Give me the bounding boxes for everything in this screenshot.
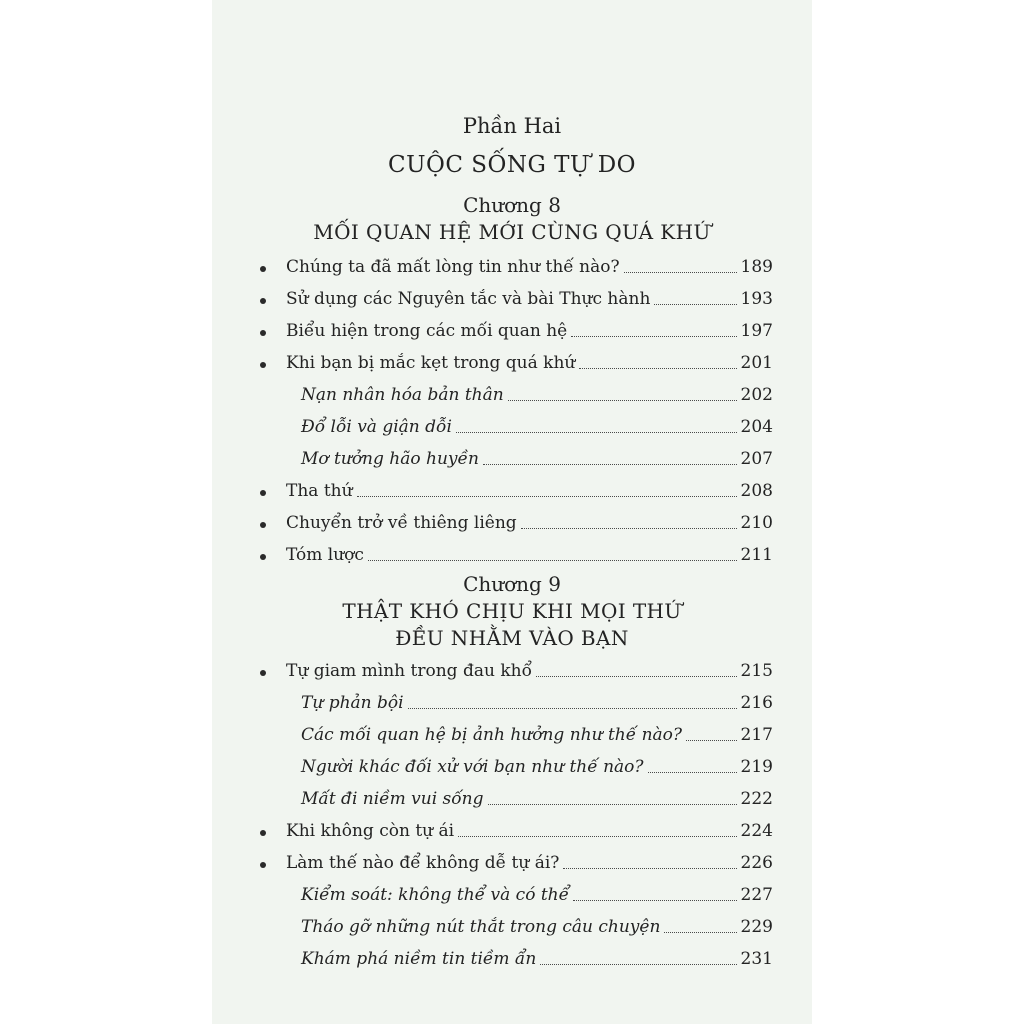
entry-title: Đổ lỗi và giận dỗi (301, 417, 452, 437)
toc-subentry (301, 754, 773, 778)
entry-title: Tháo gỡ những nút thắt trong câu chuyện (301, 917, 661, 937)
dot-leader (368, 560, 737, 561)
entry-title: Mơ tưởng hão huyền (301, 449, 479, 469)
entry-title: Tha thứ (286, 481, 353, 501)
chapter-title-line2: ĐỀU NHẰM VÀO BẠN (395, 626, 629, 650)
bullet (260, 330, 266, 336)
entry-title: Khi không còn tự ái (286, 821, 455, 841)
toc-entry (286, 318, 773, 342)
dot-leader (573, 900, 736, 901)
bullet (260, 670, 266, 676)
toc-subentry (301, 722, 773, 746)
page-number: 217 (740, 725, 773, 745)
page-number: 210 (740, 513, 773, 533)
entry-title: Chuyển trở về thiêng liêng (286, 513, 517, 533)
dot-leader (483, 464, 737, 465)
entry-title: Tự phản bội (301, 693, 404, 713)
page-number: 189 (740, 257, 773, 277)
part-label: Phần Hai (462, 114, 562, 138)
page-number: 215 (740, 661, 773, 681)
entry-title: Người khác đối xử với bạn như thế nào? (301, 757, 644, 777)
bullet (260, 490, 266, 496)
page-number: 211 (740, 545, 773, 565)
page-number: 219 (740, 757, 773, 777)
page-number: 226 (740, 853, 773, 873)
page-number: 227 (740, 885, 773, 905)
page-number: 202 (740, 385, 773, 405)
page-number: 229 (740, 917, 773, 937)
dot-leader (624, 272, 737, 273)
entry-title: Kiểm soát: không thể và có thể (301, 885, 570, 905)
toc-entry (286, 542, 773, 566)
bullet (260, 830, 266, 836)
entry-title: Mất đi niềm vui sống (301, 789, 484, 809)
toc-entry (286, 254, 773, 278)
entry-title: Tóm lược (286, 545, 364, 565)
entry-title: Khám phá niềm tin tiềm ẩn (301, 949, 537, 969)
page-number: 231 (740, 949, 773, 969)
page-number: 216 (740, 693, 773, 713)
entry-title: Sử dụng các Nguyên tắc và bài Thực hành (286, 289, 651, 309)
toc-subentry (301, 414, 773, 438)
page-number: 193 (740, 289, 773, 309)
dot-leader (458, 836, 736, 837)
chapter-title: MỐI QUAN HỆ MỚI CÙNG QUÁ KHỨ (313, 220, 711, 244)
dot-leader (664, 932, 736, 933)
chapter-title-line1: THẬT KHÓ CHỊU KHI MỌI THỨ (342, 599, 682, 623)
dot-leader (540, 964, 736, 965)
entry-title: Tự giam mình trong đau khổ (286, 661, 532, 681)
part-title: CUỘC SỐNG TỰ DO (387, 152, 636, 178)
bullet (260, 522, 266, 528)
page-number: 208 (740, 481, 773, 501)
toc-entry (286, 350, 773, 374)
page-number: 201 (740, 353, 773, 373)
entry-title: Làm thế nào để không dễ tự ái? (286, 853, 560, 873)
dot-leader (508, 400, 737, 401)
dot-leader (488, 804, 737, 805)
dot-leader (357, 496, 737, 497)
dot-leader (579, 368, 736, 369)
bullet (260, 298, 266, 304)
toc-entry (286, 658, 773, 682)
toc-entry (286, 286, 773, 310)
bullet (260, 554, 266, 560)
dot-leader (571, 336, 736, 337)
toc-entry (286, 510, 773, 534)
entry-title: Biểu hiện trong các mối quan hệ (286, 321, 568, 341)
toc-subentry (301, 882, 773, 906)
dot-leader (536, 676, 737, 677)
toc-subentry (301, 786, 773, 810)
page-number: 197 (740, 321, 773, 341)
entry-title: Nạn nhân hóa bản thân (301, 385, 504, 405)
dot-leader (521, 528, 737, 529)
dot-leader (456, 432, 737, 433)
entry-title: Khi bạn bị mắc kẹt trong quá khứ (286, 353, 576, 373)
toc-subentry (301, 690, 773, 714)
dot-leader (563, 868, 736, 869)
page-number: 207 (740, 449, 773, 469)
toc-entry (286, 850, 773, 874)
book-page (212, 0, 812, 1024)
bullet (260, 362, 266, 368)
entry-title: Chúng ta đã mất lòng tin như thế nào? (286, 257, 620, 277)
toc-entry (286, 478, 773, 502)
bullet (260, 862, 266, 868)
dot-leader (648, 772, 737, 773)
toc-subentry (301, 446, 773, 470)
toc-subentry (301, 946, 773, 970)
page-number: 204 (740, 417, 773, 437)
chapter-label: Chương 8 (463, 193, 561, 217)
dot-leader (686, 740, 737, 741)
bullet (260, 266, 266, 272)
entry-title: Các mối quan hệ bị ảnh hưởng như thế nào? (301, 725, 683, 745)
toc-subentry (301, 382, 773, 406)
toc-subentry (301, 914, 773, 938)
page-number: 224 (740, 821, 773, 841)
page-number: 222 (740, 789, 773, 809)
chapter-label: Chương 9 (463, 572, 561, 596)
toc-entry (286, 818, 773, 842)
dot-leader (654, 304, 736, 305)
dot-leader (408, 708, 737, 709)
